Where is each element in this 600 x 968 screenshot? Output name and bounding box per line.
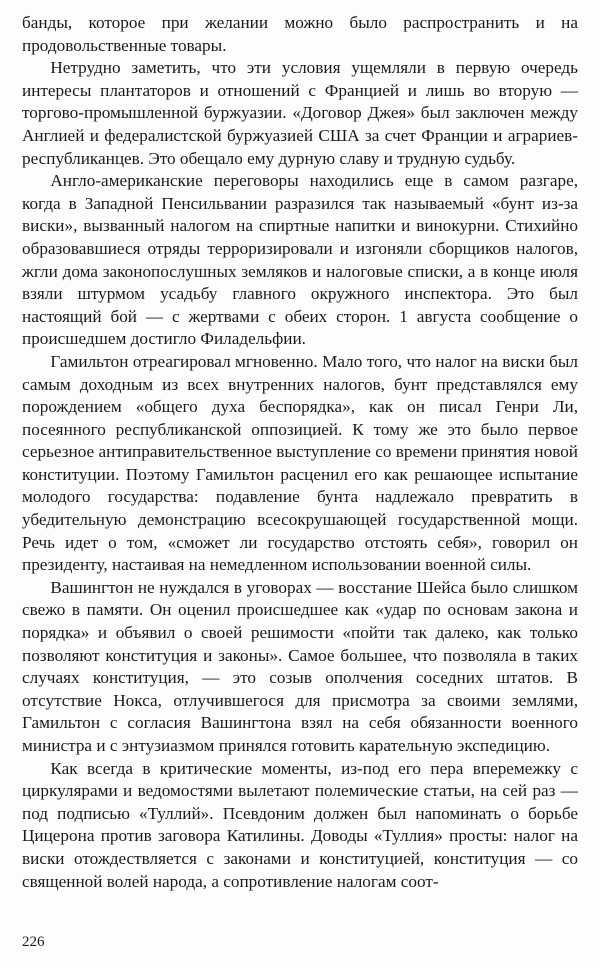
book-page	[22, 12, 578, 956]
paragraph-2: Нетрудно заметить, что эти условия ущемляли в первую очередь интересы плантаторов и отношений с Францией и лишь во вторую — торгово-промышленной буржуазии. «Договор Джея» был заключен между Англией и федералистской буржуазией США за счет Франции и аграриев-республиканцев. Это обещало ему дурную славу и трудную судьбу.	[22, 58, 578, 168]
paragraph-6: Как всегда в критические моменты, из-под его пера вперемежку с циркулярами и ведомостями вылетают полемические статьи, на сей раз — под подписью «Туллий». Псевдоним должен был напоминать о борьбе Цицерона против заговора Катилины. Доводы «Туллия» просты: налог на виски отождествляется с законами и конституцией, конституция — со священной волей народа, а сопротивление налогам соот-	[22, 758, 578, 891]
paragraph-4: Гамильтон отреагировал мгновенно. Мало того, что налог на виски был самым доходным из всех внутренних налогов, бунт представлялся ему порождением «общего духа беспорядка», как он писал Генри Ли, посеянного республиканской оппозицией. К тому же это было первое серьезное антиправительственное выступление со времени принятия новой конституции. Поэтому Гамильтон расценил его как решающее испытание молодого государства: подавление бунта надлежало превратить в убедительную демонстрацию всесокрушающей государственной мощи. Речь идет о том, «сможет ли государство отстоять себя», говорил он президенту, настаивая на немедленном использовании военной силы.	[22, 351, 578, 575]
paragraph-3: Англо-американские переговоры находились еще в самом разгаре, когда в Западной Пенсильвании разразился так называемый «бунт из-за виски», вызванный налогом на спиртные напитки и винокурни. Стихийно образовавшиеся отряды терроризировали и изгоняли сборщиков налогов, жгли дома законопослушных земляков и налоговые списки, а в конце июля взяли штурмом усадьбу главного окружного инспектора. Это был настоящий бой — с жертвами с обеих сторон. 1 августа сообщение о происшедшем достигло Филадельфии.	[22, 171, 578, 349]
paragraph-1: банды, которое при желании можно было распространить и на продовольственные товары.	[22, 13, 578, 55]
body-text	[22, 12, 578, 893]
page-number: 226	[22, 934, 45, 950]
paragraph-5: Вашингтон не нуждался в уговорах — восстание Шейса было слишком свежо в памяти. Он оценил происшедшее как «удар по основам закона и порядка» и объявил о своей решимости «пойти так далеко, как только позволяют конституция и законы». Самое большее, что позволяла в таких случаях конституция, — это созыв ополчения соседних штатов. В отсутствие Нокса, отлучившегося для присмотра за своими землями, Гамильтон с согласия Вашингтона взял на себя обязанности военного министра и с энтузиазмом принялся готовить карательную экспедицию.	[22, 577, 578, 755]
